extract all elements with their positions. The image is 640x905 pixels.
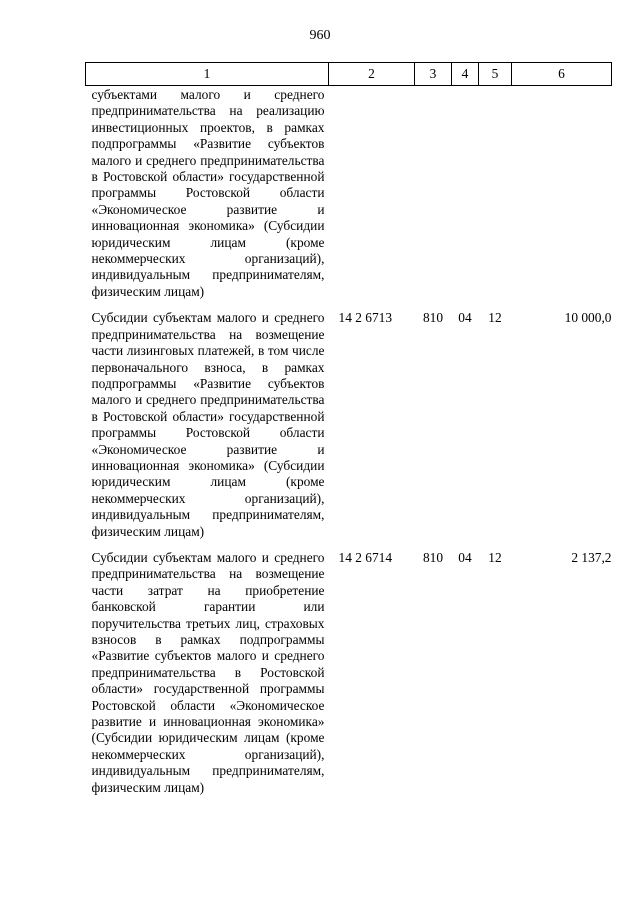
table-row [86, 306, 612, 546]
header-col-4: 4 [452, 63, 479, 86]
row-col3: 810 [422, 549, 444, 565]
table-header [86, 63, 612, 86]
row-col3 [415, 86, 452, 307]
row-description: Субсидии субъектам малого и среднего предпринимательства на возмещение части затрат на приобретение банковской гарантии или поручительства третьих лиц, страховых взносов в рамках подпрограммы «Развитие субъектов малого и среднего предпринимательства в Ростовской области» государственной программы Ростовской области «Экономическое развитие и инновационная экономика» (Субсидии юридическим лицам (кроме некоммерческих организаций), индивидуальным предпринимателям, физическим лицам) [91, 549, 325, 795]
row-col5: 12 [488, 310, 502, 326]
header-col-6: 6 [512, 63, 612, 86]
table-row [86, 86, 612, 307]
row-col4: 04 [458, 310, 472, 326]
row-description: субъектами малого и среднего предпринимательства на реализацию инвестиционных проектов, в рамках подпрограммы «Развитие субъектов малого и среднего предпринимательства в Ростовской области» государственной программы Ростовской области «Экономическое развитие и инновационная экономика» (Субсидии юридическим лицам (кроме некоммерческих организаций), индивидуальным предпринимателям, физическим лицам) [91, 87, 325, 299]
row-amount: 2 137,2 [571, 549, 612, 565]
header-col-2: 2 [329, 63, 415, 86]
row-col5 [479, 86, 512, 307]
row-amount [512, 86, 612, 307]
row-col3: 810 [422, 310, 444, 326]
row-code: 14 2 6714 [338, 549, 393, 565]
budget-table [85, 62, 612, 802]
row-description: Субсидии субъектам малого и среднего предпринимательства на возмещение части лизинговых платежей, в том числе первоначального взноса, в рамках подпрограммы «Развитие субъектов малого и среднего предпринимательства в Ростовской области» государственной программы Ростовской области «Экономическое развитие и инновационная экономика» (Субсидии юридическим лицам (кроме некоммерческих организаций), индивидуальным предпринимателям, физическим лицам) [91, 310, 325, 539]
row-code [329, 86, 415, 307]
header-col-3: 3 [415, 63, 452, 86]
row-code: 14 2 6713 [338, 310, 393, 326]
header-col-1: 1 [86, 63, 329, 86]
row-col5: 12 [488, 549, 502, 565]
row-amount: 10 000,0 [564, 310, 612, 326]
row-col4: 04 [458, 549, 472, 565]
table-body [86, 86, 612, 803]
header-row [86, 63, 612, 86]
table-row [86, 546, 612, 802]
page-number: 960 [309, 28, 331, 43]
header-col-5: 5 [479, 63, 512, 86]
row-col4 [452, 86, 479, 307]
